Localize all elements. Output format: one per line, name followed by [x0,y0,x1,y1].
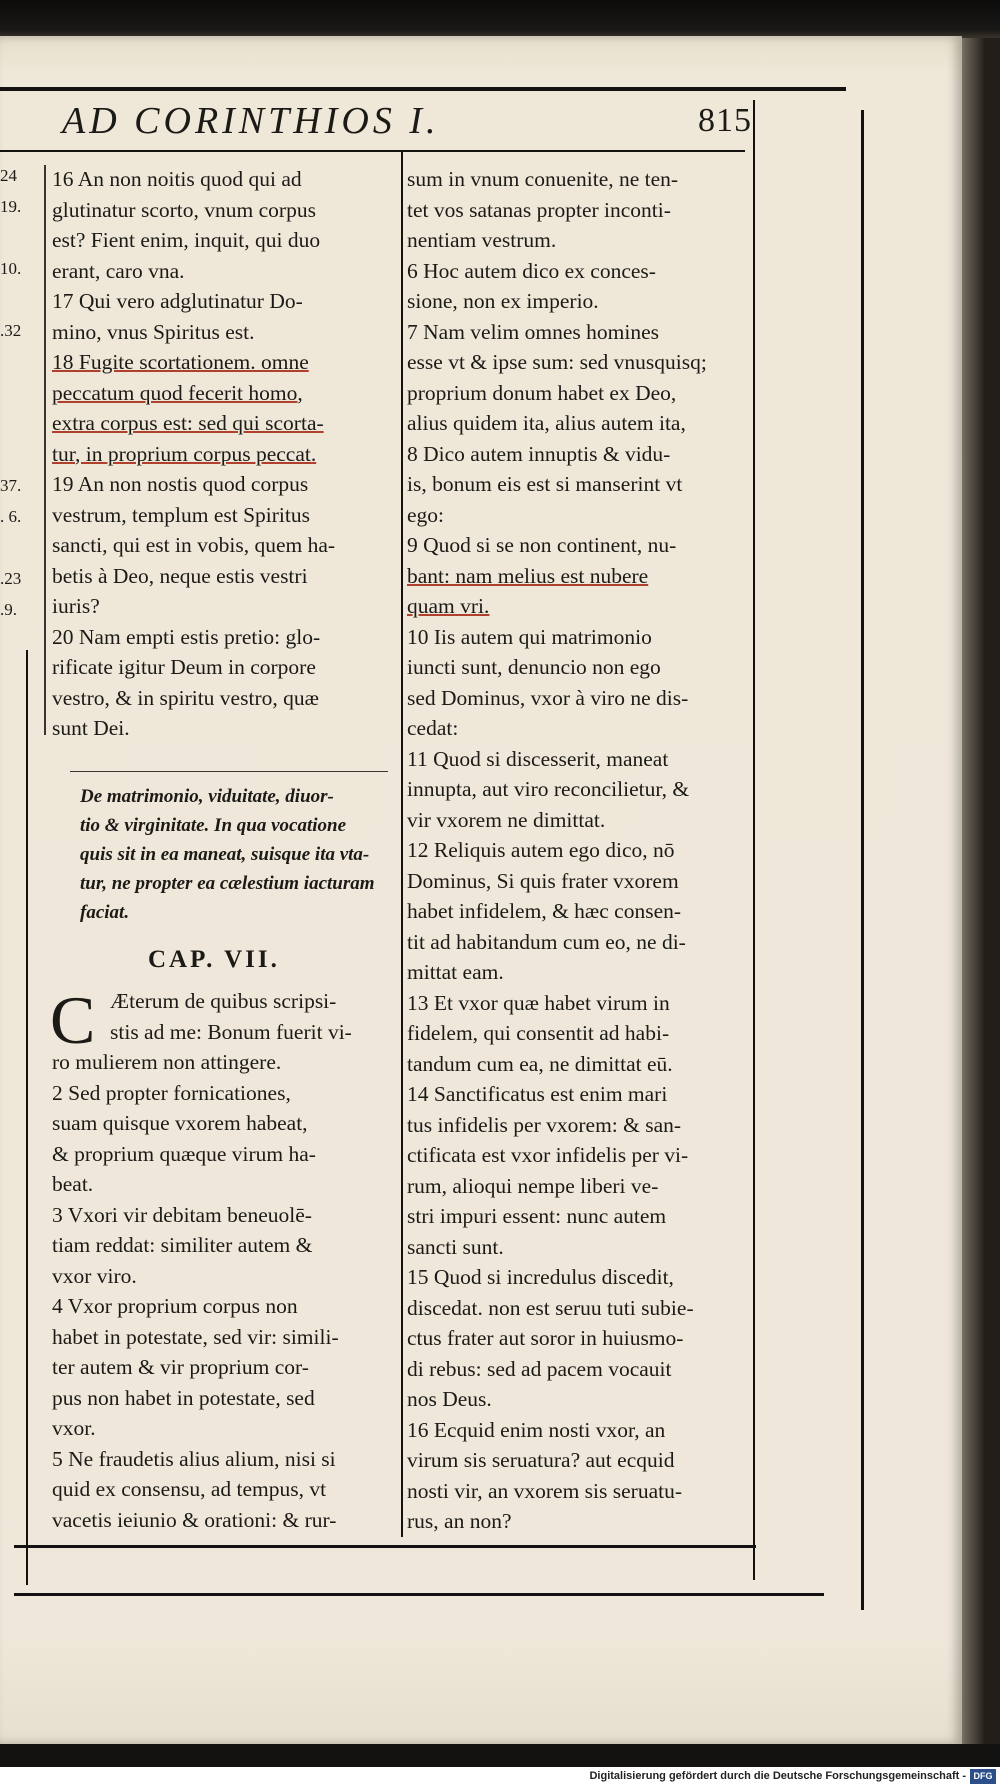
text-line: 7 Nam velim omnes homines [407,319,659,344]
text-line: vxor viro. [52,1263,137,1288]
text-line: habet in potestate, sed vir: simili- [52,1324,339,1349]
text-line: alius quidem ita, alius autem ita, [407,411,686,435]
text-line: 9 Quod si se non continent, nu- [407,533,677,557]
left-column-top [52,164,398,744]
text-line: sione, non ex imperio. [407,289,599,313]
footer-credit: Digitalisierung gefördert durch die Deutsche Forschungsgemeinschaft - [589,1770,966,1782]
margin-note: 24 [0,166,17,185]
chapter-summary [80,782,395,927]
text-line: rum, alioqui nempe liberi ve- [407,1173,659,1198]
text-line: fidelem, qui consentit ad habi- [407,1021,670,1045]
chapter-heading: CAP. VII. [148,946,280,973]
text-line-underlined: extra corpus est: sed qui scorta- [52,411,324,435]
text-line-underlined: tur, in proprium corpus peccat. [52,441,317,466]
text-line-underlined: quam vri. [407,594,490,618]
text-line: cedat: [407,716,459,740]
margin-note: . 6. [0,507,22,526]
text-line: quid ex consensu, ad tempus, vt [52,1477,327,1501]
text-line: tit ad habitandum cum eo, ne di- [407,929,686,954]
text-line: 3 Vxori vir debitam beneuolē- [52,1202,312,1227]
text-line: ro mulierem non attingere. [52,1050,282,1074]
text-line: vacetis ieiunio & orationi: & rur- [52,1507,337,1532]
right-column [407,164,757,1537]
text-line: rus, an non? [407,1509,512,1533]
text-line: & proprium quæque virum ha- [52,1141,316,1166]
margin-note: 37. [0,476,22,495]
text-line: 12 Reliquis autem ego dico, nō [407,838,675,862]
text-line: tet vos satanas propter inconti- [407,197,671,222]
margin-note: 10. [0,259,22,278]
margin-notes [0,160,40,625]
margin-note [0,346,40,377]
text-line: tandum cum ea, ne dimittat eū. [407,1051,673,1076]
text-line: sancti sunt. [407,1234,504,1259]
section-rule [70,771,388,772]
text-line: esse vt & ipse sum: sed vnusquisq; [407,350,707,374]
summary-line: faciat. [80,902,130,923]
text-line: vestro, & in spiritu vestro, quæ [52,685,319,710]
text-line: tiam reddat: similiter autem & [52,1233,313,1257]
text-line: vir vxorem ne dimittat. [407,807,606,832]
left-column-bottom [50,982,398,1535]
text-line: di rebus: sed ad pacem vocauit [407,1356,672,1381]
margin-note: 19. [0,197,22,216]
bottom-rule [14,1545,756,1548]
text-line: suam quisque vxorem habeat, [52,1111,308,1135]
text-line: rificate igitur Deum in corpore [52,655,316,679]
text-line: sed Dominus, vxor à viro ne dis- [407,685,689,710]
text-line: mino, vnus Spiritus est. [52,319,255,344]
summary-line: tur, ne propter ea cælestium iacturam [80,873,375,894]
summary-line: tio & virginitate. In qua vocatione [80,815,347,836]
text-line: proprium donum habet ex Deo, [407,380,677,405]
text-line-underlined: peccatum quod fecerit homo, [52,380,303,405]
text-line: innupta, aut viro reconcilietur, & [407,777,690,801]
text-line: iuncti sunt, denuncio non ego [407,655,661,679]
header-rule [0,150,745,152]
margin-note [0,532,40,563]
running-head [62,97,752,145]
text-line: is, bonum eis est si manserint vt [407,472,683,496]
text-line: 17 Qui vero adglutinatur Do- [52,289,303,313]
text-line: 16 Ecquid enim nosti vxor, an [407,1417,666,1442]
left-frame-rule [26,650,28,1585]
text-line: virum sis seruatura? aut ecquid [407,1448,675,1472]
text-line: est? Fient enim, inquit, qui duo [52,228,321,252]
text-line: 14 Sanctificatus est enim mari [407,1082,668,1106]
text-line: ter autem & vir proprium cor- [52,1355,309,1379]
text-line: erant, caro vna. [52,258,185,283]
text-line-underlined: bant: nam melius est nubere [407,563,649,588]
text-line: 8 Dico autem innuptis & vidu- [407,441,671,466]
text-line: 6 Hoc autem dico ex conces- [407,258,656,283]
margin-rule [44,165,46,735]
text-line: nosti vir, an vxorem sis seruatu- [407,1478,683,1503]
text-line-underlined: 18 Fugite scortationem. omne [52,350,309,374]
margin-note: .32 [0,321,22,340]
text-line: 11 Quod si discesserit, maneat [407,746,669,771]
text-line: 20 Nam empti estis pretio: glo- [52,624,321,649]
summary-line: De matrimonio, viduitate, diuor- [80,786,334,807]
text-line: ego: [407,502,445,527]
text-line: mittat eam. [407,960,504,984]
text-line: discedat. non est seruu tuti subie- [407,1295,694,1320]
margin-note [0,377,40,408]
text-line: Dominus, Si quis frater vxorem [407,868,679,893]
text-line: habet infidelem, & hæc consen- [407,899,682,923]
text-line: 16 An non noitis quod qui ad [52,167,302,191]
text-line: stis ad me: Bonum fuerit vi- [110,1019,352,1044]
text-line: 13 Et vxor quæ habet virum in [407,990,670,1015]
text-line: 15 Quod si incredulus discedit, [407,1265,674,1289]
summary-line: quis sit in ea maneat, suisque ita vta- [80,844,370,865]
text-line: stri impuri essent: nunc autem [407,1204,667,1228]
text-line: sum in vnum conuenite, ne ten- [407,167,679,191]
margin-note: .9. [0,600,17,619]
text-line: nentiam vestrum. [407,228,557,252]
margin-note: .23 [0,569,22,588]
margin-note [0,222,40,253]
text-line: beat. [52,1172,94,1196]
margin-note [0,408,40,439]
page-edge-rule [861,110,864,1610]
text-line: nos Deus. [407,1387,492,1411]
page-number: 815 [698,102,752,139]
text-line: 2 Sed propter fornicationes, [52,1080,291,1105]
text-line: 10 Iis autem qui matrimonio [407,624,652,649]
scan-top-edge [0,0,1000,38]
text-line: ctus frater aut soror in huiusmo- [407,1326,684,1350]
text-line: 19 An non nostis quod corpus [52,472,309,496]
text-line: sunt Dei. [52,716,130,740]
text-line: iuris? [52,594,100,618]
dfg-logo: DFG [970,1769,996,1784]
running-head-title: AD CORINTHIOS I. [62,100,440,142]
margin-note [0,439,40,470]
text-line: Æterum de quibus scripsi- [110,989,337,1013]
text-line: tus infidelis per vxorem: & san- [407,1112,682,1137]
margin-note [0,284,40,315]
text-line: 5 Ne fraudetis alius alium, nisi si [52,1446,336,1471]
scan-bottom-edge [0,1744,1000,1767]
bottom-frame-rule [14,1593,824,1596]
text-line: sancti, qui est in vobis, quem ha- [52,533,336,557]
text-line: 4 Vxor proprium corpus non [52,1294,298,1318]
text-line: vxor. [52,1416,96,1440]
text-line: glutinatur scorto, vnum corpus [52,197,316,222]
text-line: pus non habet in potestate, sed [52,1385,315,1410]
column-separator [401,152,403,1537]
text-line: vestrum, templum est Spiritus [52,502,310,527]
top-rule [0,87,846,91]
text-line: ctificata est vxor infidelis per vi- [407,1143,689,1167]
text-line: betis à Deo, neque estis vestri [52,563,308,588]
drop-cap: C [50,982,96,1058]
